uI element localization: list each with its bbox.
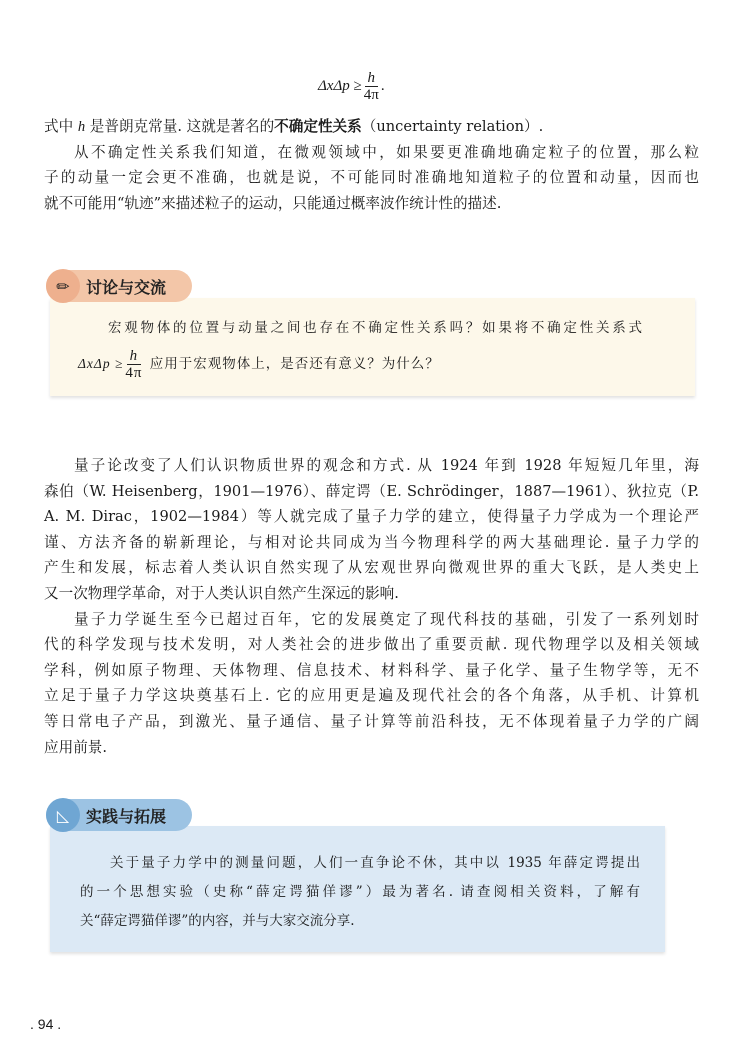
- intro-text: [44, 114, 699, 216]
- paragraph-line: 从不确定性关系我们知道，在微观领域中，如果要更准确地确定粒子的位置，那么粒: [74, 143, 699, 161]
- definition-line: 式中 h 是普朗克常量. 这就是著名的不确定性关系（uncertainty relation）.: [44, 118, 544, 135]
- paragraph-line: 学科，例如原子物理、天体物理、信息技术、材料科学、量子化学、量子生物学等，无不: [44, 661, 699, 679]
- paragraph-line: 谨、方法齐备的崭新理论，与相对论共同成为当今物理科学的两大基础理论. 量子力学的: [44, 533, 699, 551]
- discussion-text: 宏观物体的位置与动量之间也存在不确定性关系吗？如果将不确定性关系式 ΔxΔp ≥ $\frac{h}{4\pi}$ 应用于宏观物体上，是否还有意义？为什么？: [78, 320, 643, 381]
- fraction: $\frac{h}{4\pi}$: [363, 70, 379, 103]
- paragraph-line: A. M. Dirac，1902—1984）等人就完成了量子力学的建立，使得量子力学成为一个理论严: [44, 508, 699, 526]
- paragraph-line: 等日常电子产品，到激光、量子通信、量子计算等前沿科技，无不体现着量子力学的广阔: [44, 712, 699, 730]
- practice-header: ◺ 实践与拓展: [46, 799, 192, 831]
- paragraph-line: 应用前景.: [44, 738, 108, 756]
- paragraph-line: 产生和发展，标志着人类认识自然实现了从宏观世界向微观世界的重大飞跃，是人类史上: [44, 559, 699, 577]
- fraction: $\frac{h}{4\pi}$: [125, 347, 143, 381]
- page-number: . 94 .: [30, 1016, 62, 1032]
- term-bold: 不确定性关系: [274, 118, 362, 135]
- paragraph-line: 量子力学诞生至今已超过百年，它的发展奠定了现代科技的基础，引发了一系列划时: [74, 610, 699, 628]
- practice-text: 关于量子力学中的测量问题，人们一直争论不休，其中以 1935 年薛定谔提出 的一个思想实验（史称“薛定谔猫佯谬”）最为著名. 请查阅相关资料，了解有 关“薛定谔猫佯谬”的内容，并与大家交流分享.: [80, 855, 640, 929]
- triangle-ruler-icon: ◺: [46, 798, 80, 832]
- paragraph-line: 子的动量一定会更不准确，也就是说，不可能同时准确地知道粒子的位置和动量，因而也: [44, 169, 699, 187]
- paragraph-line: 就不可能用“轨迹”来描述粒子的运动，只能通过概率波作统计性的描述.: [44, 194, 502, 212]
- paragraph-line: 立足于量子力学这块奠基石上. 它的应用更是遍及现代社会的各个角落，从手机、计算机: [44, 687, 699, 705]
- paragraph-line: 量子论改变了人们认识物质世界的观念和方式. 从 1924 年到 1928 年短短几年里，海: [74, 457, 699, 474]
- pencil-icon: ✏: [46, 269, 80, 303]
- paragraph-line: 森伯（W. Heisenberg，1901—1976）、薛定谔（E. Schrödinger，1887—1961）、狄拉克（P.: [44, 482, 699, 500]
- paragraph-line: 代的科学发现与技术发明，对人类社会的进步做出了重要贡献. 现代物理学以及相关领域: [44, 636, 699, 654]
- discussion-header: ✏ 讨论与交流: [46, 270, 192, 302]
- uncertainty-formula: ΔxΔp ≥ $\frac{h}{4\pi}$ .: [318, 70, 385, 103]
- paragraph-line: 又一次物理学革命，对于人类认识自然产生深远的影响.: [44, 584, 399, 602]
- body-text: [44, 453, 699, 760]
